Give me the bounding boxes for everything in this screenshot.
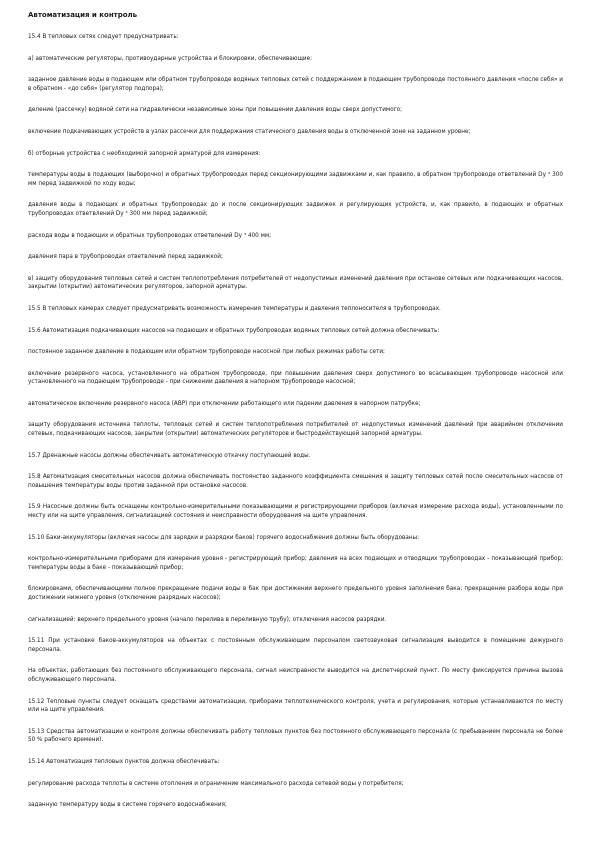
- document-paragraph: 15.10 Баки-аккумуляторы (включая насосы для зарядки и разрядки баков) горячего водоснабжения должны быть оборудованы:: [28, 534, 420, 541]
- document-paragraph: температуры воды в подающих (выборочно) и обратных трубопроводах перед секционирующими задвижками и, как правило, в обратном трубопроводе ответвлений Dy ³ 300 мм перед задвижкой по ходу воды;: [28, 172, 563, 187]
- document-paragraph: 15.13 Средства автоматизации и контроля должны обеспечивать работу тепловых пунктов без постоянного обслуживающего персонала (с пребыванием персонала не более 50 % рабочего времени).: [28, 728, 563, 744]
- document-paragraph: 15.7 Дренажные насосы должны обеспечивать автоматическую откачку поступающей воды.: [28, 452, 311, 459]
- document-paragraph: заданную температуру воды в системе горячего водоснабжения;: [28, 802, 227, 809]
- document-paragraph: блокировками, обеспечивающими полное прекращение подачи воды в бак при достижении верхнего предельного уровня заполнения бака; прекращение разбора воды при достижении нижнего уровня (отключение разрядных насосов);: [28, 586, 563, 601]
- document-paragraph: а) автоматические регуляторы, противоударные устройства и блокировки, обеспечивающие:: [28, 55, 313, 62]
- document-paragraph: 15.9 Насосные должны быть оснащены контрольно-измерительными показывающими и регистрирующими приборов (включая измерение расхода воды), установленными по месту или на щите управления, сигнализацией состояния и неисправности оборудования на щите управления.: [28, 504, 563, 520]
- document-paragraph: На объектах, работающих без постоянного обслуживающего персонала, сигнал неисправности выводится на диспетчерский пункт. По месту фиксируется причина вызова обслуживающего персонала.: [28, 668, 563, 683]
- document-paragraph: 15.8 Автоматизация смесительных насосов должна обеспечивать постоянство заданного коэффициента смешения и защиту тепловых сетей после смесительных насосов от повышения температуры воды против заданной при остановке насосов.: [28, 474, 563, 489]
- document-paragraph: регулирование расхода теплоты в системе отопления и ограничение максимального расхода сетевой воды у потребителя;: [28, 780, 404, 787]
- document-paragraph: заданное давление воды в подающем или обратном трубопроводе водяных тепловых сетей с поддержанием в подающем трубопроводе постоянного давления «после себя» и в обратном - «до себя» (регулятор подпора);: [28, 77, 563, 92]
- document-paragraph: сигнализацией: верхнего предельного уровня (начало перелива в переливную трубу); отключения насосов разрядки.: [28, 616, 387, 623]
- document-paragraph: давления воды в подающих и обратных трубопроводах до и после секционирующих задвижек и регулирующих устройств, и, как правило, в подающих и обратных трубопроводах ответвлений Dy ³ 300 мм перед задвижкой;: [28, 202, 563, 217]
- document-paragraph: включение резервного насоса, установленного на обратном трубопроводе, при повышении давления сверх допустимого во всасывающем трубопроводе насосной или установленного на подающем трубопроводе - при снижении давления в напорном трубопроводе насосной;: [28, 370, 563, 386]
- document-paragraph: давления пара в трубопроводах ответвлений перед задвижкой;: [28, 254, 223, 261]
- document-paragraph: 15.4 В тепловых сетях следует предусматривать:: [28, 34, 179, 40]
- document-paragraph: в) защиту оборудования тепловых сетей и систем теплопотребления потребителей от недопустимых изменений давления при останове сетевых или подкачивающих насосов, закрытии (открытии) автоматических регуляторов, запорной арматуры.: [28, 275, 563, 291]
- document-paragraph: контрольно-измерительными приборами для измерения уровня - регистрирующий прибор; давления на всех подающих и отводящих трубопроводах - показывающий прибор; температуры воды в баке - показывающий прибор;: [28, 556, 563, 571]
- document-paragraph: б) отборные устройства с необходимой запорной арматурой для измерения:: [28, 150, 261, 157]
- document-paragraph: постоянное заданное давление в подающем или обратном трубопроводе насосной при любых режимах работы сети;: [28, 349, 385, 356]
- document-paragraph: 15.5 В тепловых камерах следует предусматривать возможность измерения температуры и давления теплоносителя в трубопроводах.: [28, 305, 441, 312]
- document-paragraph: 15.12 Тепловые пункты следует оснащать средствами автоматизации, приборами теплотехнического контроля, учета и регулирования, которые устанавливаются по месту или на щите управления.: [28, 698, 563, 714]
- document-paragraph: защиту оборудования источника теплоты, тепловых сетей и систем теплопотребления потребителей от недопустимых изменений давлений при аварийном отключении сетевых, подкачивающих насосов, закрытии (открытии) автоматических регуляторов и быстродействующей запорной арматуры.: [28, 422, 563, 438]
- document-paragraph: включение подкачивающих устройств в узлах рассечки для поддержания статического давления воды в отключенной зоне на заданном уровне;: [28, 128, 471, 135]
- document-paragraph: автоматическое включение резервного насоса (АВР) при отключении работающего или падении давления в напорном патрубке;: [28, 400, 421, 407]
- document-paragraph: расхода воды в подающих и обратных трубопроводах ответвлений Dy ³ 400 мм;: [28, 232, 272, 239]
- document-paragraph: деление (рассечку) водяной сети на гидравлически независимые зоны при повышении давления воды сверх допустимого;: [28, 107, 403, 114]
- section-heading: Автоматизация и контроль: [28, 11, 138, 19]
- document-paragraph: 15.11 При установке баков-аккумуляторов на объектах с постоянным обслуживающим персоналом светозвуковая сигнализация выводится в помещение дежурного персонала.: [28, 638, 563, 653]
- paragraph-list: [28, 33, 563, 810]
- document-paragraph: 15.6 Автоматизация подкачивающих насосов на подающих и обратных трубопроводах водяных тепловых сетей должна обеспечивать:: [28, 327, 440, 334]
- document-paragraph: 15.14 Автоматизация тепловых пунктов должна обеспечивать:: [28, 758, 220, 765]
